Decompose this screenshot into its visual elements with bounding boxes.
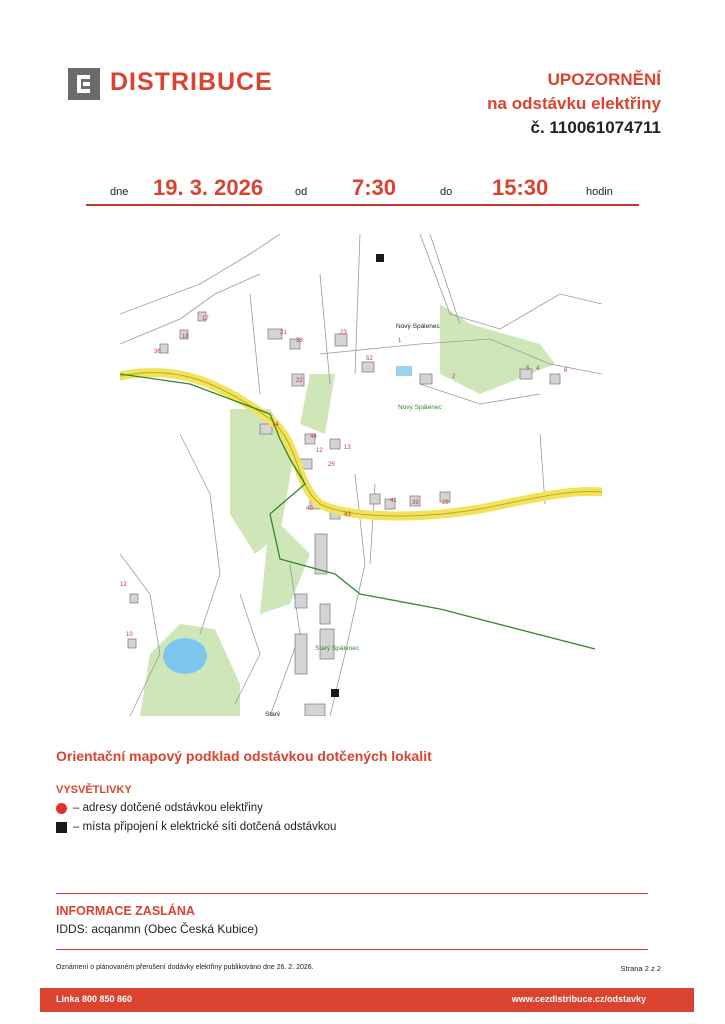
time-to: 15:30 <box>492 175 549 200</box>
notice-title: UPOZORNĚNÍ <box>547 70 661 89</box>
house-number-label: 17 <box>202 316 209 322</box>
footer-bar <box>40 988 694 1012</box>
time-from: 7:30 <box>352 175 397 200</box>
house-number-label: 44 <box>310 434 317 440</box>
locality-label: Starý <box>265 711 281 716</box>
hours-suffix: hodin <box>586 186 613 198</box>
outage-date: 19. 3. 2026 <box>153 175 264 200</box>
map-title: Orientační mapový podklad odstávkou dotčených lokalit <box>56 748 432 764</box>
house-number-label: 43 <box>344 512 351 518</box>
house-number-label: 10 <box>126 632 133 638</box>
house-number-label: 6 <box>564 368 568 374</box>
house-number-label: 13 <box>344 445 351 451</box>
notice-subtitle: na odstávku elektřiny <box>487 94 661 113</box>
pond <box>163 638 207 674</box>
house-number-label: 41 <box>390 498 397 504</box>
house-number-label: 23 <box>340 330 347 336</box>
house-number-label: 22 <box>296 378 303 384</box>
red-dot-icon <box>56 803 67 814</box>
date-prefix: dne <box>110 186 129 198</box>
house-number-label: 36 <box>154 349 161 355</box>
house-number-label: 38 <box>296 338 303 344</box>
notice-number: č. 110061074711 <box>530 118 661 137</box>
brand-name: DISTRIBUCE <box>110 68 273 96</box>
house-number-label: 4 <box>536 366 540 372</box>
legend-item-connections <box>56 821 336 833</box>
footer-url[interactable]: www.cezdistribuce.cz/odstavky <box>511 994 646 1004</box>
black-square-icon <box>56 822 67 833</box>
page-label: Strana 2 z 2 <box>620 964 661 973</box>
house-number-label: 1 <box>398 338 402 344</box>
published-note: Oznámení o plánovaném přerušení dodávky elektřiny publikováno dne 26. 2. 2026. <box>56 964 314 971</box>
connection-point-icon <box>331 689 339 697</box>
from-prefix: od <box>295 186 308 198</box>
house-number-label: 21 <box>280 330 287 336</box>
house-number-label: 28 <box>442 500 449 506</box>
house-number-label: 12 <box>120 582 127 588</box>
locality-label: Nový Spálenec <box>396 323 440 330</box>
house-number-label: 2 <box>452 374 456 380</box>
info-title: INFORMACE ZASLÁNA <box>56 904 195 918</box>
legend-connections-label: – místa připojení k elektrické síti dotčená odstávkou <box>73 821 337 833</box>
house-number-label: 25 <box>328 462 335 468</box>
connection-point-icon <box>376 254 384 262</box>
pool <box>396 366 412 376</box>
legend-title: VYSVĚTLIVKY <box>56 784 132 796</box>
house-number-label: 5 <box>526 366 530 372</box>
locality-label: Nový Spálenec <box>398 404 442 411</box>
house-number-label: 18 <box>182 334 189 340</box>
to-prefix: do <box>440 186 453 198</box>
info-text: IDDS: acqanmn (Obec Česká Kubice) <box>56 922 259 936</box>
divider <box>56 893 648 894</box>
house-number-label: 39 <box>412 500 419 506</box>
house-number-label: 40 <box>306 506 313 512</box>
divider <box>56 949 648 950</box>
footer-phone[interactable]: Linka 800 850 860 <box>56 994 133 1004</box>
outage-map <box>120 234 602 716</box>
cez-logo-icon <box>68 68 100 100</box>
legend-addresses-label: – adresy dotčené odstávkou elektřiny <box>73 802 263 814</box>
house-number-label: 12 <box>316 448 323 454</box>
locality-label: Starý Spálenec <box>315 645 360 652</box>
house-number-label: 14 <box>272 422 279 428</box>
house-number-label: 52 <box>366 356 373 362</box>
legend-item-addresses <box>56 802 263 814</box>
